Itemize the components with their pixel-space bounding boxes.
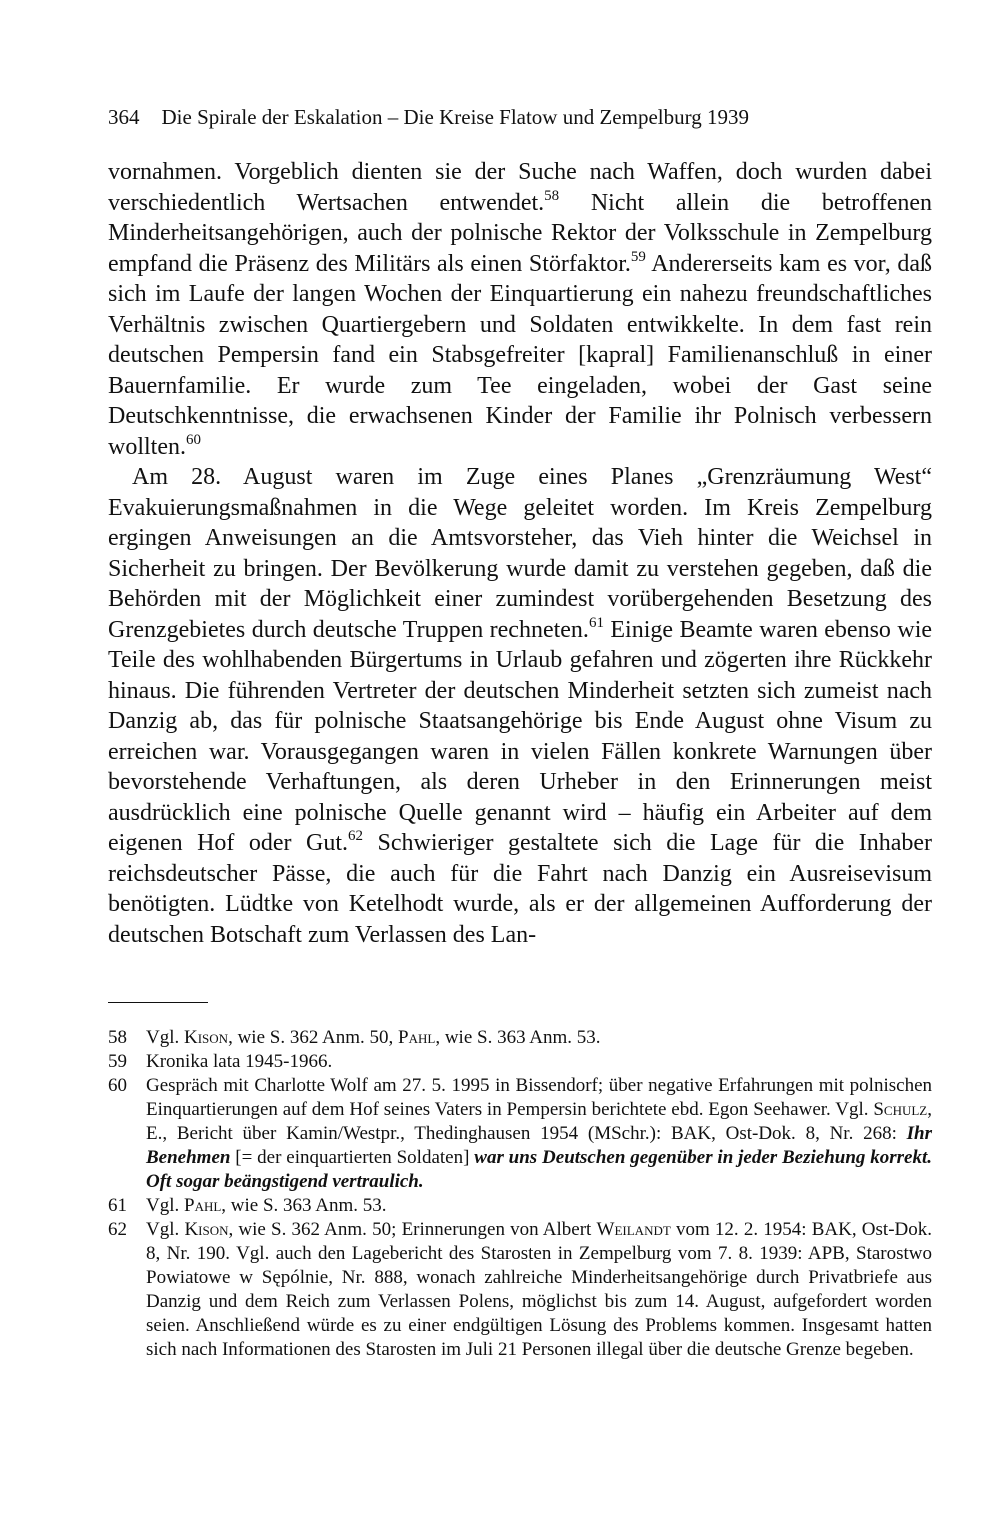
text-run: vornahmen. Vorgeblich dienten sie der Suche nach Waffen, doch wurden dabei verschiedentlich Wertsachen entwendet. — [108, 159, 932, 216]
author-name: Pahl — [184, 1195, 222, 1216]
author-name: Schulz — [873, 1099, 928, 1120]
author-name: Weilandt — [596, 1219, 671, 1240]
paragraph — [108, 462, 932, 950]
text-run: , wie S. 362 Anm. 50, — [228, 1027, 399, 1048]
footnote-ref: 61 — [588, 614, 604, 631]
running-title: Die Spirale der Eskalation – Die Kreise Flatow und Zempelburg 1939 — [161, 105, 749, 129]
text-run: vom 12. 2. 1954: BAK, Ost-Dok. 8, Nr. 190. Vgl. auch den Lagebericht des Starosten in Zempelburg vom 7. 8. 1939: APB, Starostwo Powiatowe w Sępólnie, Nr. 888, wonach zahlreiche Minderheitsangehörige durch Privatbriefe aus Danzig und dem Reich zum Verlassen Polens, möglichst bis zum 14. August, aufgefordert worden seien. Anschließend würde es zu einer endgültigen Lösung des Problems kommen. Insgesamt hatten sich nach Informationen des Starosten im Juli 21 Personen illegal über die deutsche Grenze begeben. — [146, 1219, 932, 1360]
footnote-62 — [108, 1218, 932, 1362]
text-run: Schwieriger gestaltete sich die Lage für die Inhaber reichsdeutscher Pässe, die auch für die Fahrt nach Danzig ein Ausreisevisum benötigten. Lüdtke von Ketelhodt wurde, als er der allgemeinen Aufforderung der deutschen Botschaft zum Verlassen des Lan- — [108, 830, 933, 948]
author-name: Kison — [184, 1027, 229, 1048]
footnote-divider — [108, 1002, 208, 1003]
text-run: , E., Bericht über Kamin/Westpr., Thedinghausen 1954 (MSchr.): BAK, Ost-Dok. 8, Nr. 268: — [146, 1099, 932, 1144]
running-header — [108, 103, 908, 131]
text-run: [= der einquartierten Soldaten] — [230, 1147, 475, 1168]
text-run: , wie S. 363 Anm. 53. — [221, 1195, 387, 1216]
footnote-number: 59 — [108, 1051, 127, 1072]
author-name: Pahl — [398, 1027, 436, 1048]
text-run: Andererseits kam es vor, daß sich im Laufe der langen Wochen der Einquartierung ein nahezu freundschaftliches Verhältnis zwischen Quartiergebern und Soldaten entwikkelte. In dem fast rein deutschen Pempersin fand ein Stabsgefreiter [kapral] Familienanschluß in einer Bauernfamilie. Er wurde zum Tee eingeladen, wobei der Gast seine Deutschkenntnisse, die erwachsenen Kinder der Familie ihr Polnisch verbessern wollten. — [108, 250, 932, 460]
footnote-number: 61 — [108, 1195, 127, 1216]
paragraph — [108, 157, 932, 462]
footnote-61 — [108, 1194, 932, 1218]
text-run: Vgl. — [146, 1219, 185, 1240]
footnote-ref: 60 — [186, 431, 201, 448]
text-run: Einige Beamte waren ebenso wie Teile des wohlhabenden Bürgertums in Urlaub gefahren und zögerten ihre Rückkehr hinaus. Die führenden Vertreter der deutschen Minderheit setzten sich zumeist nach Danzig ab, das für polnische Staatsangehörige bis Ende August ohne Visum zu erreichen war. Vorausgegangen waren in vielen Fällen konkrete Warnungen über bevorstehende Verhaftungen, als deren Urheber in den Erinnerungen meist ausdrücklich eine polnische Quelle genannt wird – häufig ein Arbeiter auf dem eigenen Hof oder Gut. — [108, 616, 933, 856]
footnote-59 — [108, 1050, 932, 1074]
main-text — [108, 157, 932, 950]
text-run: Vgl. — [146, 1027, 184, 1048]
page-number: 364 — [108, 105, 140, 129]
footnotes — [108, 1026, 932, 1362]
text-run: Nicht allein die betroffenen Minderheitsangehörigen, auch der polnische Rektor der Volksschule in Zempelburg empfand die Präsenz des Militärs als einen Störfaktor. — [108, 189, 932, 277]
footnote-58 — [108, 1026, 932, 1050]
text-run: Am 28. August waren im Zuge eines Planes „Grenzräumung West“ Evakuierungsmaßnahmen in die Wege geleitet worden. Im Kreis Zempelburg ergingen Anweisungen an die Amtsvorsteher, das Vieh hinter die Weichsel in Sicherheit zu bringen. Der Bevölkerung wurde damit zu verstehen gegeben, daß die Behörden mit der Möglichkeit einer zumindest vorübergehenden Besetzung des Grenzgebietes durch deutsche Truppen rechneten. — [108, 464, 932, 643]
text-run: , wie S. 363 Anm. 53. — [435, 1027, 601, 1048]
footnote-number: 60 — [108, 1075, 127, 1096]
text-run: Kronika lata 1945-1966. — [146, 1051, 333, 1072]
quotation: Ihr Benehmen — [146, 1123, 932, 1168]
footnote-ref: 59 — [630, 248, 646, 265]
footnote-ref: 62 — [348, 828, 364, 844]
footnote-ref: 58 — [544, 187, 560, 204]
footnote-number: 58 — [108, 1027, 127, 1048]
text-run: Vgl. — [146, 1195, 184, 1216]
text-run: , wie S. 362 Anm. 50; Erinnerungen von Albert — [228, 1219, 597, 1240]
footnote-number: 62 — [108, 1219, 127, 1240]
quotation: war uns Deutschen gegenüber in jeder Beziehung korrekt. Oft sogar beängstigend vertraulich. — [146, 1147, 932, 1192]
author-name: Kison — [184, 1219, 229, 1240]
text-run: Gespräch mit Charlotte Wolf am 27. 5. 1995 in Bissendorf; über negative Erfahrungen mit polnischen Einquartierungen auf dem Hof seines Vaters in Pempersin berichtete ebd. Egon Seehawer. Vgl. — [146, 1075, 932, 1120]
footnote-60 — [108, 1074, 932, 1194]
